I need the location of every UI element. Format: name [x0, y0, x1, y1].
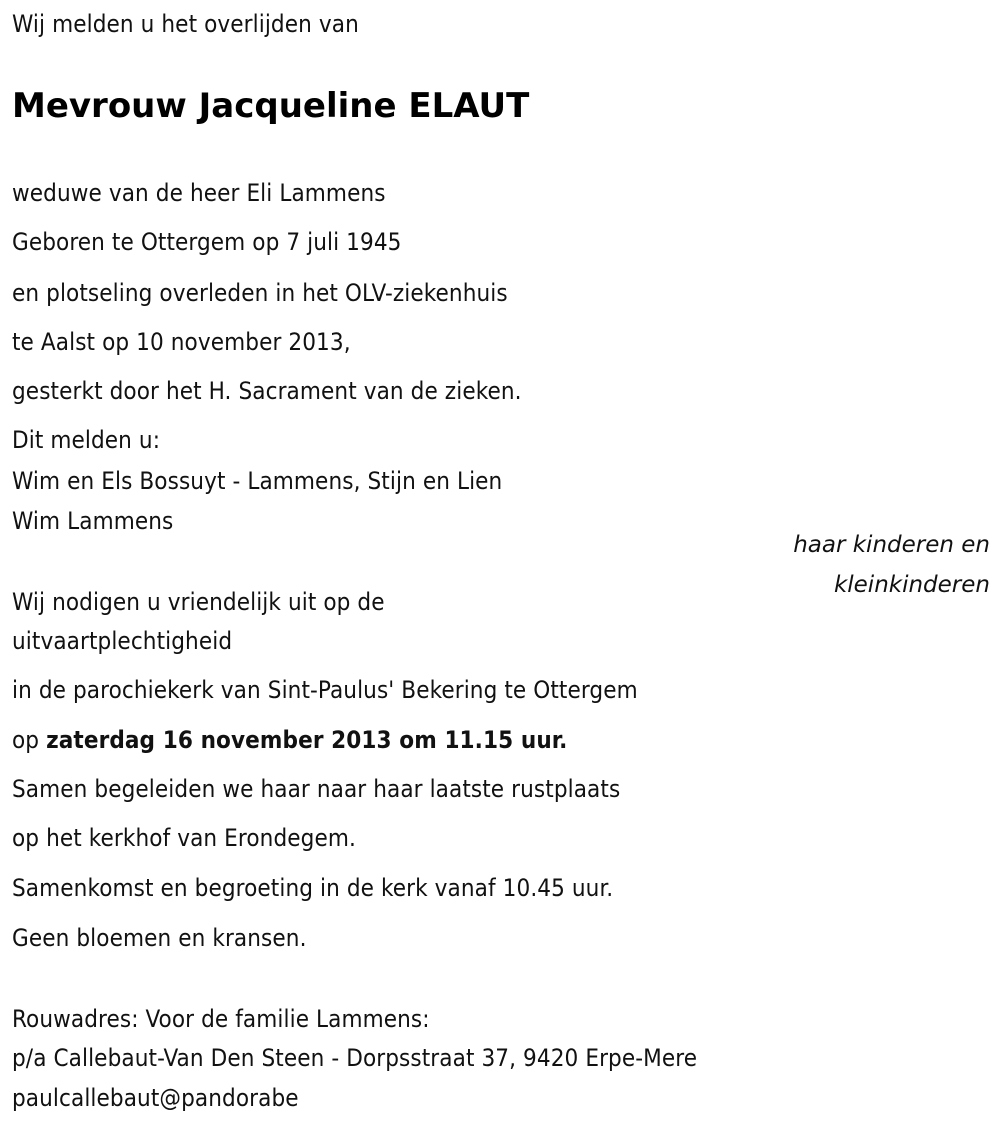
announcer-line: Wim Lammens — [12, 507, 174, 535]
announcer-line: Wim en Els Bossuyt - Lammens, Stijn en Lien — [12, 467, 503, 495]
invitation-line: uitvaartplechtigheid — [12, 627, 233, 655]
detail-line: weduwe van de heer Eli Lammens — [12, 179, 386, 207]
detail-line: Geboren te Ottergem op 7 juli 1945 — [12, 228, 402, 256]
detail-line: en plotseling overleden in het OLV-ziekenhuis — [12, 279, 508, 307]
closing-line: Samenkomst en begroeting in de kerk vanaf 10.45 uur. — [12, 874, 614, 902]
service-datetime: zaterdag 16 november 2013 om 11.15 uur. — [46, 726, 568, 754]
intro-text: Wij melden u het overlijden van — [12, 10, 359, 38]
service-line — [12, 725, 567, 755]
address-line: p/a Callebaut-Van Den Steen - Dorpsstraat 37, 9420 Erpe-Mere — [12, 1044, 698, 1072]
closing-line: Geen bloemen en kransen. — [12, 924, 307, 952]
announcers-intro: Dit melden u: — [12, 426, 161, 454]
closing-line: Samen begeleiden we haar naar haar laatste rustplaats — [12, 775, 621, 803]
deceased-name: Mevrouw Jacqueline ELAUT — [12, 86, 530, 126]
relation-line: kleinkinderen — [833, 572, 990, 598]
email-address: paulcallebaut@pandorabe — [12, 1084, 299, 1112]
invitation-line: in de parochiekerk van Sint-Paulus' Bekering te Ottergem — [12, 676, 638, 704]
address-line: Rouwadres: Voor de familie Lammens: — [12, 1005, 430, 1033]
relation-line: haar kinderen en — [793, 532, 990, 558]
service-prefix: op — [12, 726, 47, 754]
invitation-line: Wij nodigen u vriendelijk uit op de — [12, 588, 385, 616]
detail-line: te Aalst op 10 november 2013, — [12, 328, 351, 356]
detail-line: gesterkt door het H. Sacrament van de zieken. — [12, 377, 522, 405]
closing-line: op het kerkhof van Erondegem. — [12, 824, 356, 852]
